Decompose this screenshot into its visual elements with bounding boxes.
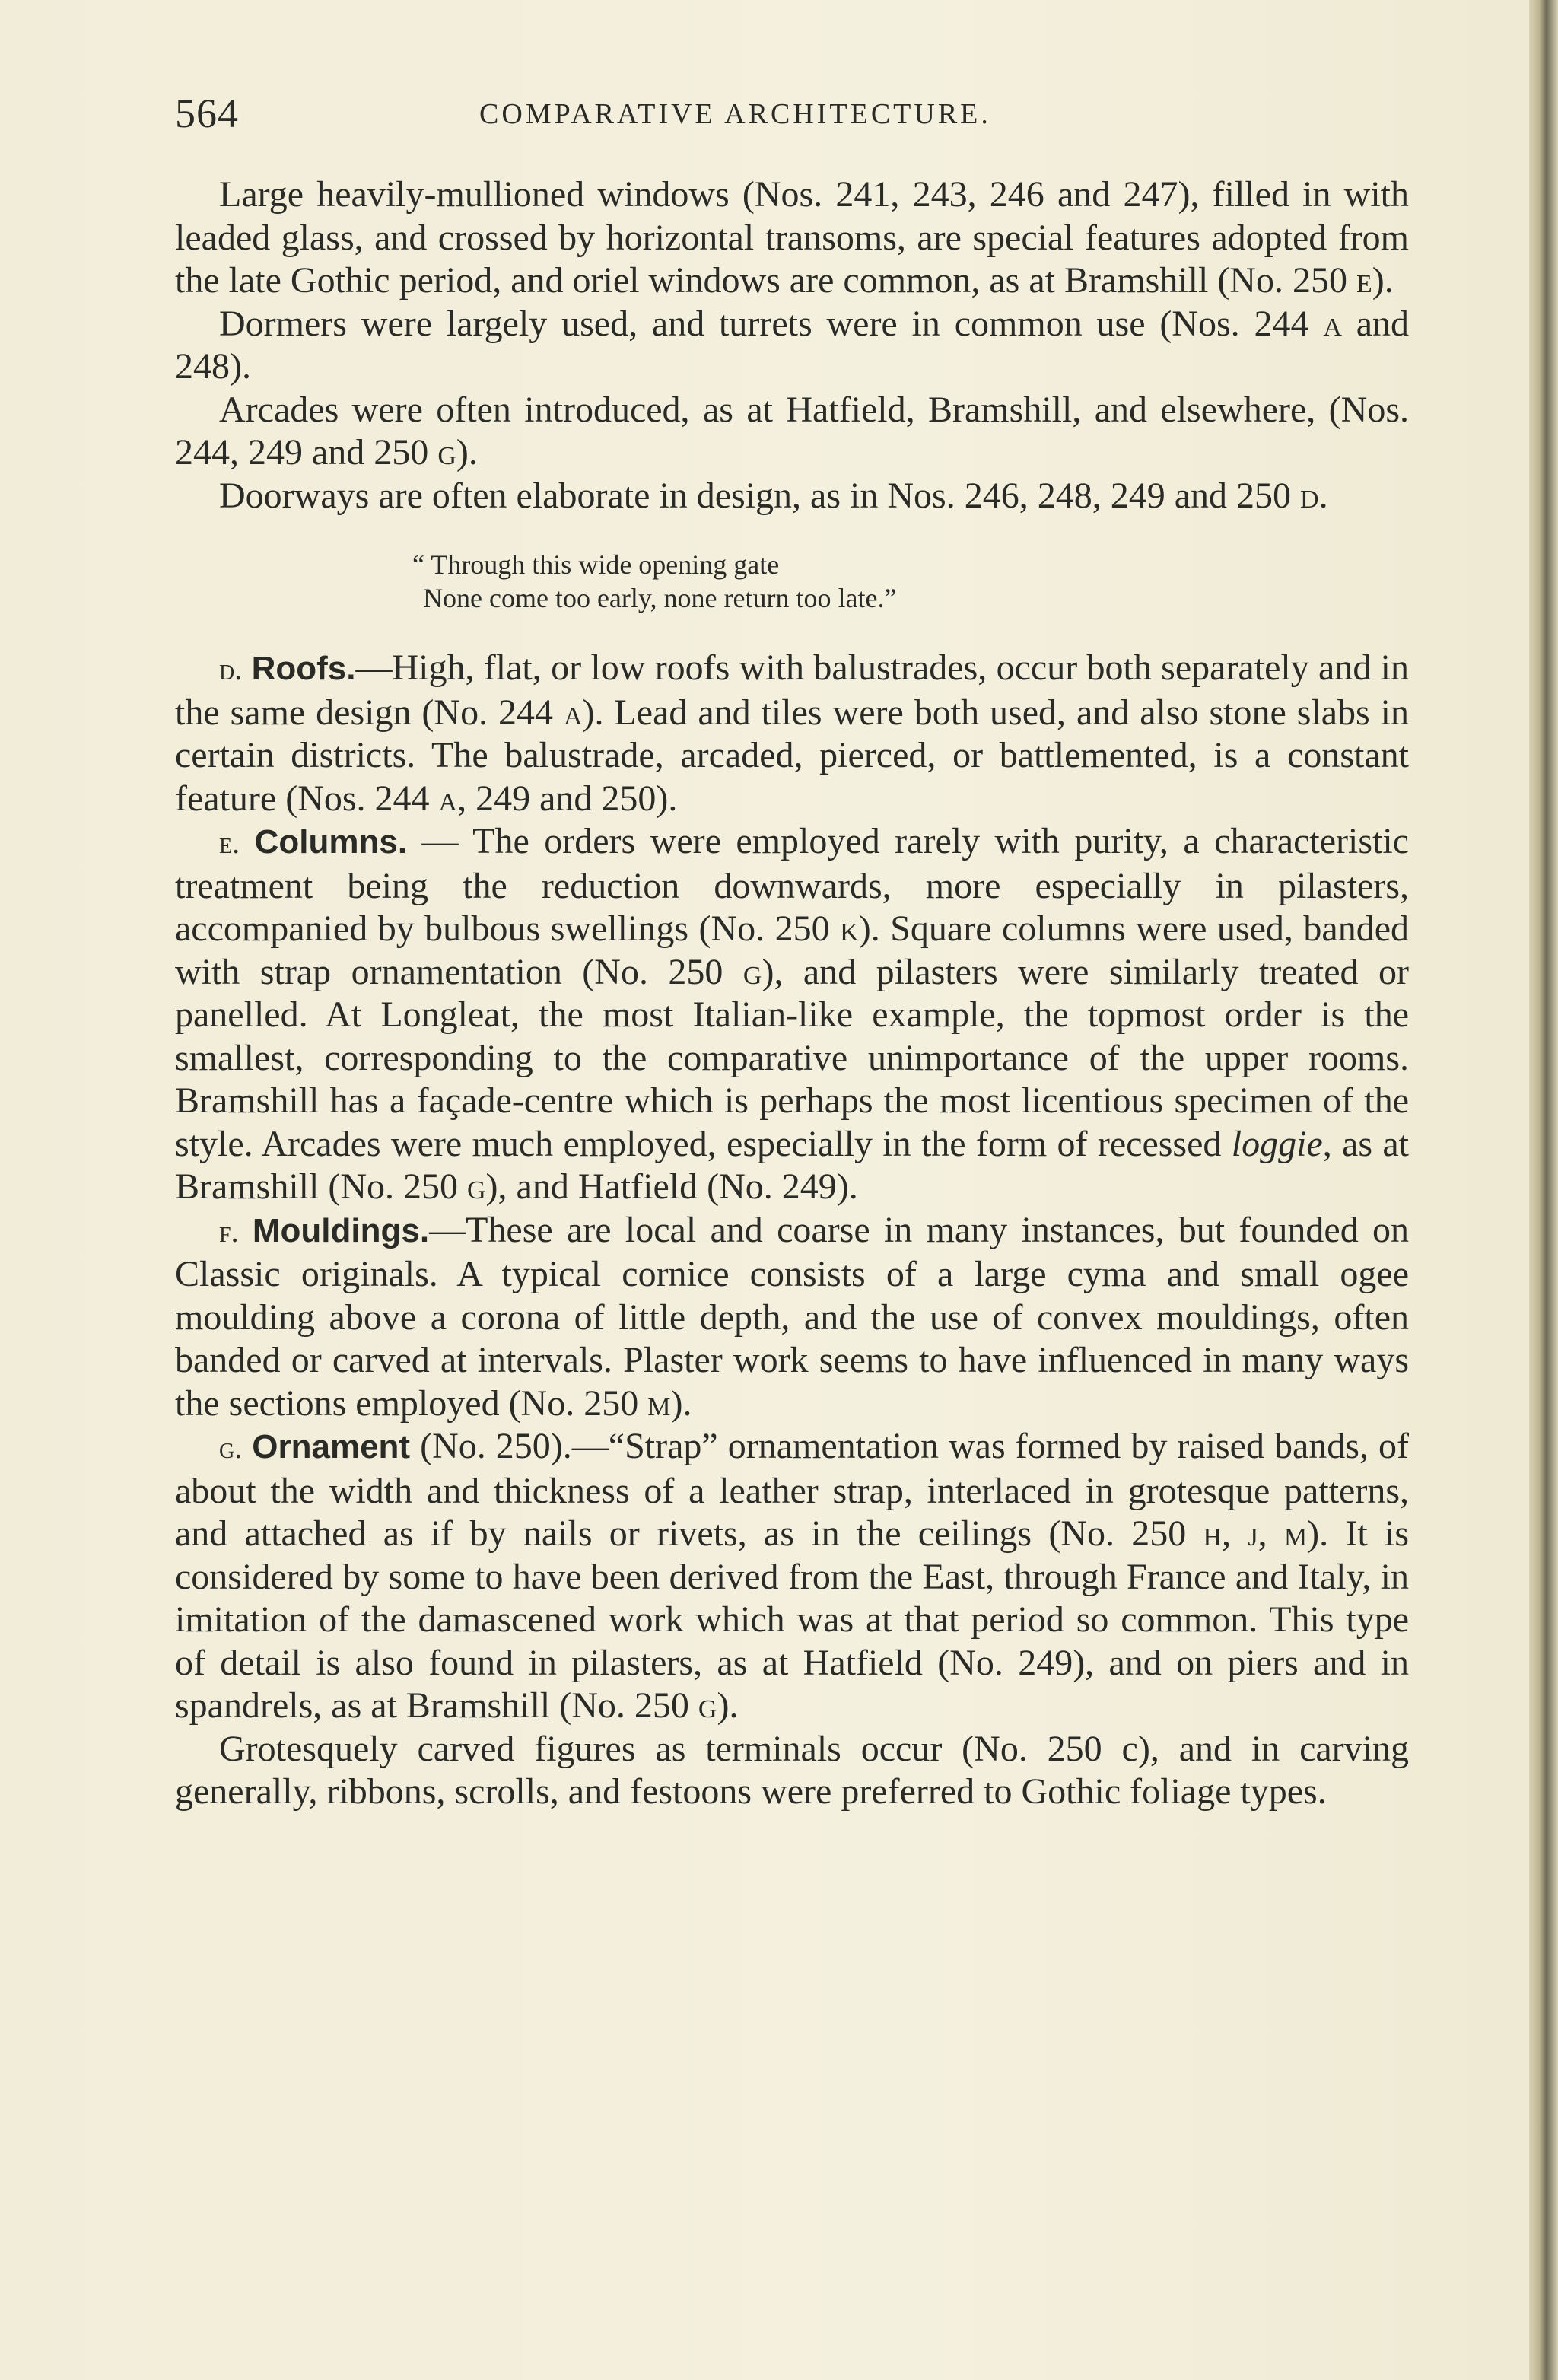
section-ornament xyxy=(175,1425,1409,1728)
paragraph-grotesque: Grotesquely carved figures as terminals occur (No. 250 c), and in carving generally, ribbons, scrolls, and festoons were preferred to Gothic foliage types. xyxy=(175,1728,1409,1812)
section-columns xyxy=(175,820,1409,1209)
figure-ref: g xyxy=(698,1685,717,1726)
section-letter: d. xyxy=(219,652,243,686)
section-text: ). Lead and tiles were both used, and also stone slabs in certain districts. The balustrade, arcaded, pierced, or battlemented, is a constant feature (Nos. 244 xyxy=(175,692,1409,819)
figure-ref: h, j, m xyxy=(1203,1513,1308,1554)
paragraph-text: ). xyxy=(456,432,478,473)
section-roofs xyxy=(175,647,1409,820)
section-heading: Columns. xyxy=(254,823,408,861)
body-text xyxy=(175,173,1409,1814)
quote-line-2: None come too early, none return too late.” xyxy=(423,583,897,613)
paragraph-arcades xyxy=(175,389,1409,475)
page-edge xyxy=(1529,0,1558,2380)
paragraph-text: Arcades were often introduced, as at Hatfield, Bramshill, and elsewhere, (Nos. 244, 249 and 250 xyxy=(175,389,1409,473)
section-text: —High, flat, or low roofs with balustrades, occur both separately and in the same design (No. 244 xyxy=(175,648,1410,733)
section-text: ). It is considered by some to have been derived from the East, through France and Italy, in imitation of the damascened work which was at that period so common. This type of detail is also found in pilasters, as at Hatfield (No. 249), and on piers and in spandrels, as at Bramshill (No. 250 xyxy=(175,1513,1409,1726)
paragraph-text: and 248). xyxy=(175,303,1410,387)
section-text: — The orders were employed rarely with purity, a characteristic treatment being the reduction downwards, more especially in pilasters, accompanied by bulbous swellings (No. 250 xyxy=(175,821,1409,949)
figure-ref: k xyxy=(840,908,859,949)
page-header xyxy=(175,90,1407,151)
section-text: (No. 250).—“Strap” ornamentation was formed by raised bands, of about the width and thickness of a leather strap, interlaced in grotesque patterns, and attached as if by nails or rivets, as in the ceilings (No. 250 xyxy=(175,1426,1410,1554)
section-text: , 249 and 250). xyxy=(457,778,678,819)
section-text: ), and pilasters were similarly treated or panelled. At Longleat, the most Italian-like example, the topmost order is the smallest, corresponding to the comparative unimportance of the upper rooms. Bramshill has a façade-centre which is perhaps the most licentious specimen of the style. Arcades were much employed, especially in the form of recessed xyxy=(175,951,1409,1164)
section-text: ). xyxy=(717,1685,739,1726)
figure-ref: g xyxy=(437,432,456,473)
section-heading: Ornament xyxy=(252,1428,411,1465)
paragraph-text: Large heavily-mullioned windows (Nos. 241, 243, 246 and 247), filled in with leaded glass, and crossed by horizontal transoms, are special features adopted from the late Gothic period, and oriel windows are common, as at Bramshill (No. 250 xyxy=(175,174,1409,301)
paragraph-doorways xyxy=(175,475,1409,518)
section-text: ). Square columns were used, banded with strap ornamentation (No. 250 xyxy=(175,908,1409,992)
running-title: COMPARATIVE ARCHITECTURE. xyxy=(479,98,991,130)
figure-ref: g xyxy=(466,1166,486,1207)
italic-term: loggie xyxy=(1231,1123,1323,1164)
figure-ref: a xyxy=(563,692,583,733)
section-letter: f. xyxy=(219,1214,239,1249)
paragraph-text: Dormers were largely used, and turrets were in common use (Nos. 244 xyxy=(219,303,1324,344)
page-number: 564 xyxy=(175,91,239,136)
figure-ref: a xyxy=(438,778,458,819)
paragraph-text: Doorways are often elaborate in design, as in Nos. 246, 248, 249 and 250 xyxy=(219,475,1301,516)
section-mouldings xyxy=(175,1209,1409,1426)
section-heading: Mouldings. xyxy=(252,1211,430,1249)
figure-ref: m xyxy=(647,1382,671,1424)
section-letter: e. xyxy=(219,826,240,860)
section-text: , as at Bramshill (No. 250 xyxy=(175,1123,1409,1207)
figure-ref: e xyxy=(1356,260,1372,301)
section-text: ). xyxy=(670,1382,692,1424)
paragraph-dormers xyxy=(175,303,1409,389)
section-text: ), and Hatfield (No. 249). xyxy=(485,1166,858,1207)
quote-line-1: “ Through this wide opening gate xyxy=(412,549,780,580)
figure-ref: d xyxy=(1300,475,1319,516)
section-heading: Roofs. xyxy=(251,650,356,687)
verse-quote xyxy=(175,548,1409,615)
figure-ref: g xyxy=(742,951,762,992)
section-text: —These are local and coarse in many instances, but founded on Classic originals. A typical cornice consists of a large cyma and small ogee moulding above a corona of little depth, and the use of convex mouldings, often banded or carved at intervals. Plaster work seems to have influenced in many ways the sections employed (No. 250 xyxy=(175,1209,1410,1424)
section-letter: g. xyxy=(219,1430,243,1465)
paragraph-windows xyxy=(175,173,1409,303)
figure-ref: a xyxy=(1323,303,1342,344)
paragraph-text: . xyxy=(1318,475,1328,516)
paragraph-text: ). xyxy=(1372,260,1394,301)
